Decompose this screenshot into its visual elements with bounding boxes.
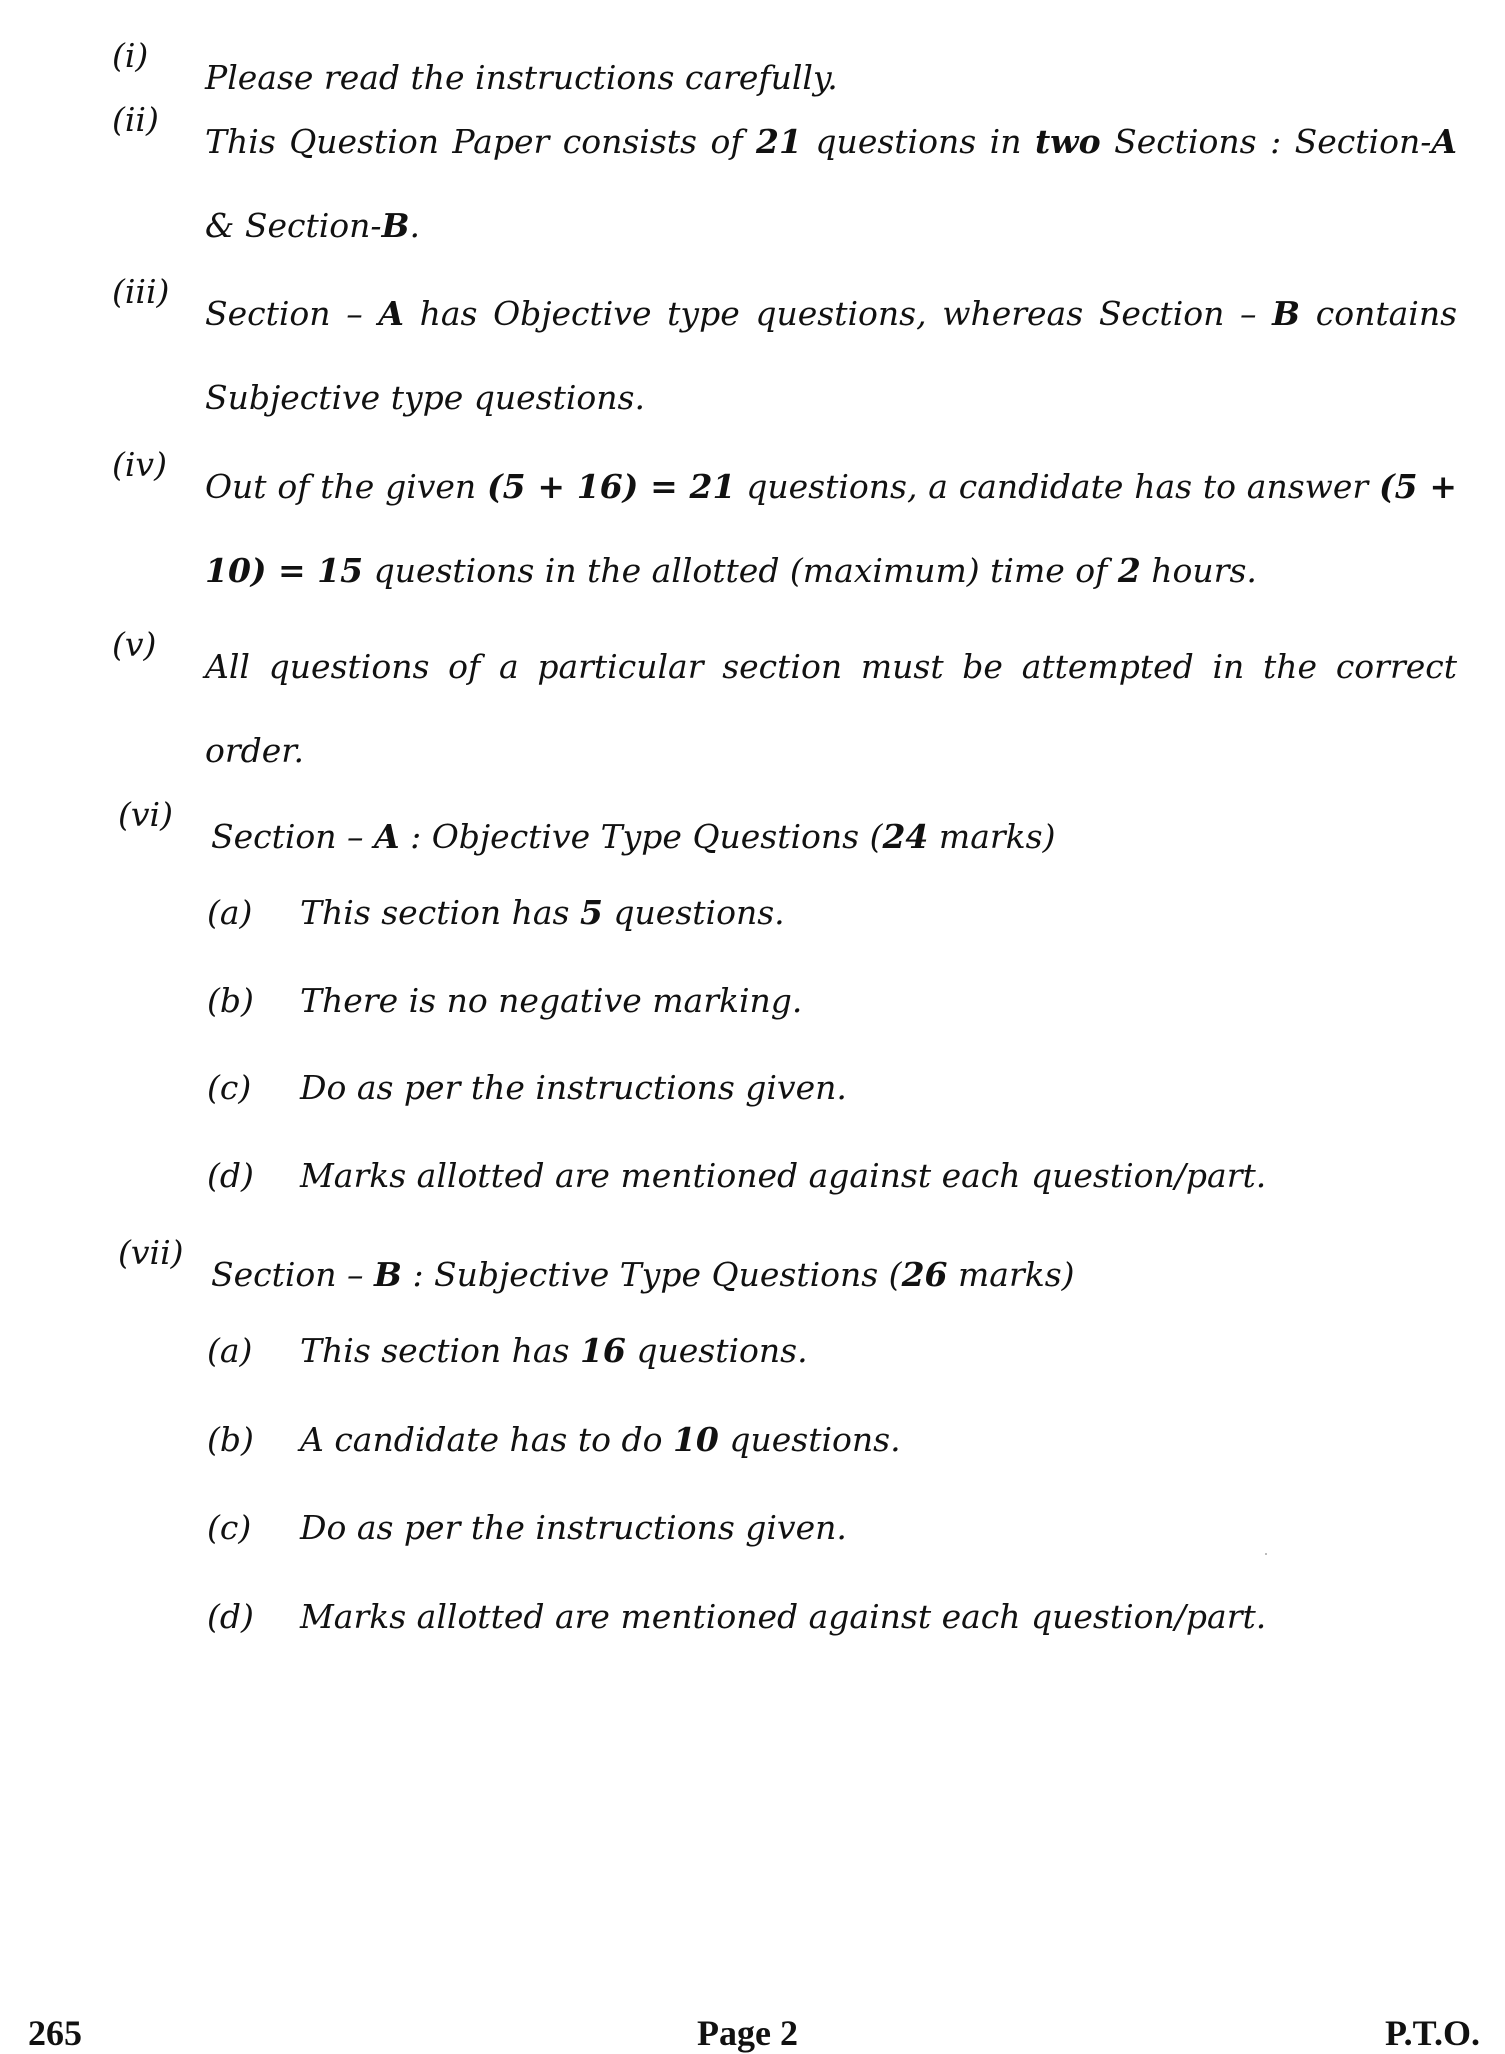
item-text: Please read the instructions carefully. bbox=[205, 58, 838, 97]
subitem-label: (c) bbox=[207, 1508, 252, 1547]
subitem-text: There is no negative marking. bbox=[300, 981, 803, 1020]
subitem-label: (b) bbox=[207, 1420, 254, 1459]
item-text: Section – B : Subjective Type Questions (26 marks) bbox=[211, 1255, 1075, 1294]
page-number: Page 2 bbox=[697, 2013, 798, 2053]
subitem-label: (d) bbox=[207, 1597, 254, 1636]
section-a-subitem-b bbox=[207, 981, 1407, 1021]
page-footer bbox=[0, 2012, 1505, 2052]
subitem-text: Marks allotted are mentioned against each question/part. bbox=[300, 1156, 1267, 1195]
subitem-text: A candidate has to do 10 questions. bbox=[300, 1420, 901, 1459]
item-text: Out of the given (5 + 16) = 21 questions, a candidate has to answer (5 + 10) = 15 questions in the allotted (maximum) time of 2 hours. bbox=[205, 467, 1458, 590]
subitem-label: (a) bbox=[207, 893, 253, 932]
pto-label: P.T.O. bbox=[1385, 2013, 1481, 2053]
instruction-item-iii bbox=[112, 272, 1457, 440]
scan-speck bbox=[1265, 1553, 1267, 1555]
subitem-label: (b) bbox=[207, 981, 254, 1020]
item-label: (iv) bbox=[112, 445, 167, 484]
section-a-subitem-d bbox=[207, 1156, 1407, 1196]
section-b-subitem-d bbox=[207, 1597, 1407, 1637]
instruction-item-vii bbox=[118, 1233, 1463, 1317]
subitem-text: Do as per the instructions given. bbox=[300, 1508, 847, 1547]
instruction-item-v bbox=[112, 625, 1457, 793]
item-label: (vii) bbox=[118, 1233, 184, 1272]
subitem-label: (a) bbox=[207, 1331, 253, 1370]
item-text: This Question Paper consists of 21 questions in two Sections : Section-A & Section-B. bbox=[205, 122, 1457, 245]
instruction-item-iv bbox=[112, 445, 1457, 613]
item-text: Section – A has Objective type questions, whereas Section – B contains Subjective type questions. bbox=[205, 294, 1458, 417]
instruction-item-vi bbox=[118, 795, 1463, 879]
section-a-subitem-c bbox=[207, 1068, 1407, 1108]
section-a-subitem-a bbox=[207, 893, 1407, 933]
subitem-text: This section has 16 questions. bbox=[300, 1331, 808, 1370]
section-b-subitem-c bbox=[207, 1508, 1407, 1548]
paper-code: 265 bbox=[28, 2013, 82, 2053]
subitem-text: This section has 5 questions. bbox=[300, 893, 785, 932]
item-text: All questions of a particular section must be attempted in the correct order. bbox=[205, 647, 1457, 770]
item-label: (v) bbox=[112, 625, 157, 664]
subitem-label: (d) bbox=[207, 1156, 254, 1195]
item-label: (ii) bbox=[112, 100, 159, 139]
item-label: (iii) bbox=[112, 272, 170, 311]
section-b-subitem-b bbox=[207, 1420, 1407, 1460]
item-text: Section – A : Objective Type Questions (24 marks) bbox=[211, 817, 1056, 856]
subitem-text: Do as per the instructions given. bbox=[300, 1068, 847, 1107]
section-b-subitem-a bbox=[207, 1331, 1407, 1371]
instruction-item-ii bbox=[112, 100, 1457, 268]
item-label: (vi) bbox=[118, 795, 173, 834]
subitem-label: (c) bbox=[207, 1068, 252, 1107]
item-label: (i) bbox=[112, 36, 149, 75]
subitem-text: Marks allotted are mentioned against each question/part. bbox=[300, 1597, 1267, 1636]
